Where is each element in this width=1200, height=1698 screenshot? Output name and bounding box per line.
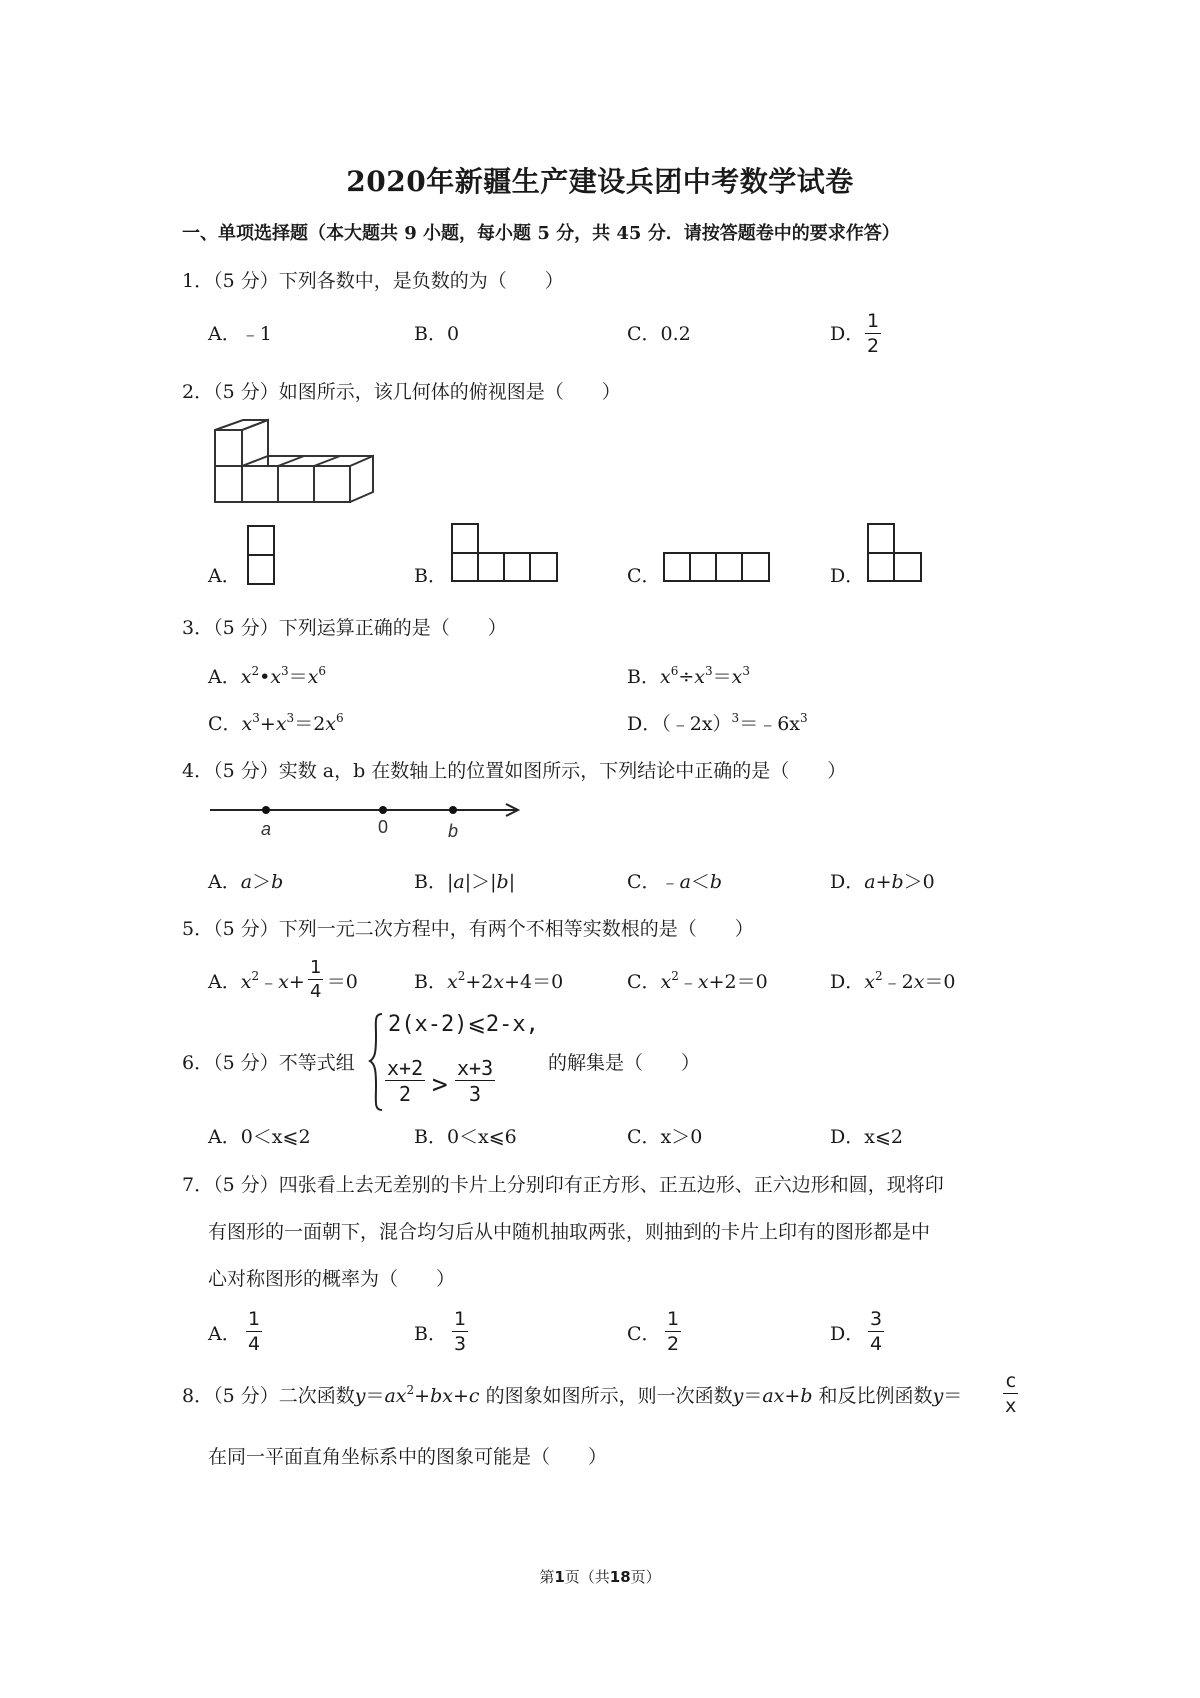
question-1-stem: 1．（5 分）下列各数中，是负数的为（ ） [182, 270, 564, 292]
option-label: B． [414, 871, 447, 893]
question-7-option-a-fraction [246, 1310, 262, 1354]
footer-text: 页（共 [564, 1568, 610, 1586]
question-4-option-d: D．a+b＞0 [830, 871, 935, 893]
question-3-option-b: B．$x^6\div x^3=x^3$ [627, 664, 750, 688]
fraction-numerator: 1 [867, 310, 880, 332]
question-4-option-b: B．|a|＞|b| [414, 871, 516, 893]
footer-text: 页） [630, 1568, 661, 1586]
point-zero [379, 806, 387, 814]
question-6-stem: 6．（5 分）不等式组 [182, 1052, 355, 1074]
footer-text: 第 [539, 1568, 555, 1586]
question-4-option-a: A．a＞b [208, 871, 284, 893]
option-label: A． [208, 971, 241, 993]
question-7-line-1: 7．（5 分）四张看上去无差别的卡片上分别印有正方形、正五边形、正六边形和圆，现将印 [182, 1174, 944, 1196]
fraction-denominator: x [1005, 1395, 1017, 1417]
page-footer [0, 1566, 1200, 1587]
question-3-option-c: C．$x^3+x^3=2x^6$ [208, 711, 344, 735]
question-5-option-a: A．$x^2﹣x+ =0$ [208, 969, 358, 993]
axis-label-a: a [261, 819, 272, 839]
question-7-option-d-label: D． [830, 1323, 865, 1345]
question-8-text: 8．（5 分）二次函数 [182, 1385, 355, 1407]
option-label: B． [627, 666, 660, 688]
question-1-option-c: C．0.2 [627, 323, 691, 345]
question-7-option-b-label: B． [414, 1323, 447, 1345]
question-3-option-a: A．$x^2•x^3=x^6$ [208, 664, 327, 688]
fraction-denominator: 4 [248, 1333, 261, 1355]
question-7-option-a-label: A． [208, 1323, 241, 1345]
option-label: B． [414, 971, 447, 993]
fraction-denominator: 2 [667, 1333, 680, 1355]
question-2-option-c: C． [627, 565, 661, 587]
question-1-option-a: A．﹣1 [208, 323, 272, 345]
question-5-option-d: D．$x^2﹣2x=0$ [830, 969, 956, 993]
option-b-figure [451, 523, 559, 583]
question-1-option-d-label: D． [830, 323, 865, 345]
question-8-line-1: 8．（5 分）二次函数$y=ax^2+bx+c$ 的图象如图所示，则一次函数y＝ax+b 和反比例函数y＝ [182, 1383, 963, 1407]
number-line [208, 795, 528, 845]
fraction-numerator: 1 [454, 1308, 467, 1330]
inequality-gt-sign: > [432, 1070, 448, 1100]
option-label: A． [208, 666, 241, 688]
page-title: 2020年新疆生产建设兵团中考数学试卷 [346, 165, 854, 198]
question-6-option-d: D．x⩽2 [830, 1126, 903, 1148]
question-7-line-2: 有图形的一面朝下，混合均匀后从中随机抽取两张，则抽到的卡片上印有的图形都是中 [208, 1221, 931, 1243]
inequality-line-1: 2(x-2)⩽2-x, [388, 1012, 539, 1037]
question-8-text: 的图象如图所示，则一次函数 [485, 1385, 733, 1407]
fraction-numerator: x+3 [457, 1056, 494, 1080]
question-7-option-d-fraction [868, 1310, 884, 1354]
question-3-option-d: D．$(﹣2x)^3=﹣6x^3$ [627, 711, 808, 735]
option-label: C． [627, 971, 661, 993]
question-3-stem: 3．（5 分）下列运算正确的是（ ） [182, 617, 507, 639]
fraction-numerator: x+2 [387, 1056, 424, 1080]
question-2-option-b: B． [414, 565, 447, 587]
question-6-option-a: A．0＜x⩽2 [208, 1126, 311, 1148]
question-5-stem: 5．（5 分）下列一元二次方程中，有两个不相等实数根的是（ ） [182, 918, 754, 940]
fraction-numerator: 1 [248, 1308, 261, 1330]
fraction-denominator: 4 [870, 1333, 883, 1355]
question-6-option-c: C．x＞0 [627, 1126, 703, 1148]
option-a-figure [247, 525, 277, 587]
question-6-stem-end: 的解集是（ ） [548, 1052, 701, 1074]
solid-3d-figure [205, 418, 405, 518]
option-label: C． [208, 713, 242, 735]
question-6-option-b: B．0＜x⩽6 [414, 1126, 517, 1148]
question-8-text: 和反比例函数 [818, 1385, 933, 1407]
option-label: D．（﹣2x） [627, 713, 732, 735]
option-label: D． [830, 871, 865, 893]
question-2-option-d: D． [830, 565, 865, 587]
question-1-option-d-fraction [865, 312, 881, 356]
option-c-figure [663, 552, 771, 584]
brace-icon [368, 1012, 384, 1112]
page-number: 1 [554, 1568, 565, 1586]
question-7-option-c-label: C． [627, 1323, 661, 1345]
fraction-numerator: c [1005, 1370, 1017, 1392]
inequality-fraction-2 [455, 1058, 495, 1104]
option-d-figure [867, 523, 925, 583]
question-1-option-b: B．0 [414, 323, 460, 345]
question-7-option-b-fraction [452, 1310, 468, 1354]
page-total: 18 [609, 1568, 631, 1586]
fraction-denominator: 3 [469, 1082, 482, 1106]
inequality-fraction-1 [385, 1058, 425, 1104]
question-2-stem: 2．（5 分）如图所示，该几何体的俯视图是（ ） [182, 381, 621, 403]
axis-label-zero: 0 [378, 817, 389, 837]
fraction-numerator: 1 [667, 1308, 680, 1330]
fraction-denominator: 2 [867, 335, 880, 357]
option-label: C． [627, 871, 661, 893]
option-text: ＝﹣6x [739, 713, 800, 735]
fraction-denominator: 2 [399, 1082, 412, 1106]
question-2-option-a: A． [208, 565, 241, 587]
question-5-option-b: B．$x^2+2x+4=0$ [414, 969, 564, 993]
fraction-denominator: 3 [454, 1333, 467, 1355]
question-4-stem: 4．（5 分）实数 a，b 在数轴上的位置如图所示，下列结论中正确的是（ ） [182, 760, 847, 782]
question-7-line-3: 心对称图形的概率为（ ） [208, 1268, 456, 1290]
question-8-fraction [1003, 1372, 1018, 1416]
question-5-option-c: C．$x^2﹣x+2=0$ [627, 969, 768, 993]
point-b [449, 806, 457, 814]
question-7-option-c-fraction [665, 1310, 681, 1354]
question-4-option-c: C．﹣a＜b [627, 871, 723, 893]
option-label: A． [208, 871, 241, 893]
question-5-option-a-fraction: 1 4 [310, 957, 322, 1002]
option-label: D． [830, 971, 865, 993]
point-a [262, 806, 270, 814]
question-8-line-2: 在同一平面直角坐标系中的图象可能是（ ） [208, 1446, 608, 1468]
axis-label-b: b [448, 821, 459, 841]
section-heading: 一、单项选择题（本大题共 9 小题，每小题 5 分，共 45 分．请按答题卷中的要求作答） [182, 223, 900, 244]
fraction-numerator: 3 [870, 1308, 883, 1330]
